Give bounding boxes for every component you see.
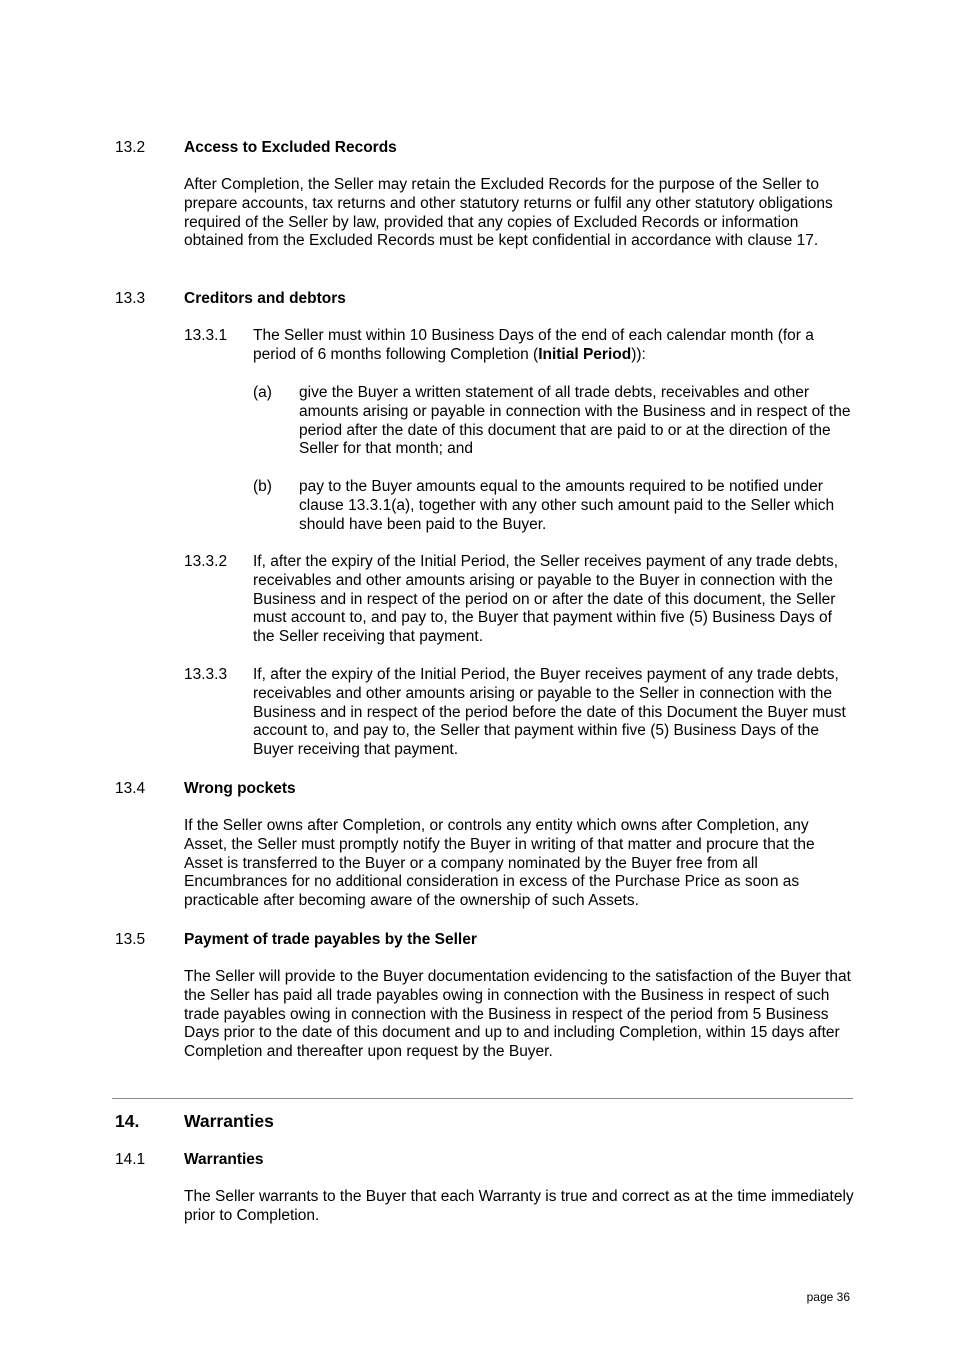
subclause-body: If, after the expiry of the Initial Period, the Seller receives payment of any trade debts, receivables and other amounts arising or payable to the Buyer in connection with the Business and in respect of the period on or after the date of this document, the Seller must account to, and pay to, the Buyer that payment within five (5) Business Days of the Seller receiving that payment. [253, 553, 839, 646]
item-body: give the Buyer a written statement of all trade debts, receivables and other amounts arising or payable in connection with the Business and in respect of the period after the date of this document that are paid to or at the direction of the Seller for that month; and [299, 384, 851, 458]
clause-title: Access to Excluded Records [184, 139, 397, 156]
subclause-text-before: The Seller must within 10 Business Days of the end of each calendar month (for a period of 6 months following Completion ( [253, 327, 814, 363]
item-label: (a) [253, 384, 272, 401]
subclause-body: If, after the expiry of the Initial Period, the Buyer receives payment of any trade debts, receivables and other amounts arising or payable to the Seller in connection with the Business and in respect of the period before the date of this Document the Buyer must account to, and pay to, the Seller that payment within five (5) Business Days of the Buyer receiving that payment. [253, 666, 846, 759]
clause-title: Creditors and debtors [184, 290, 346, 307]
subclause-number: 13.3.3 [184, 666, 228, 683]
subclause-body [253, 327, 853, 365]
section-title: Warranties [184, 1111, 274, 1131]
defined-term: Initial Period [538, 345, 632, 363]
section-divider [112, 1098, 853, 1099]
subclause-text-after: )): [631, 345, 646, 363]
clause-number: 14.1 [115, 1151, 146, 1168]
page-number: page 36 [806, 1290, 850, 1304]
subclause-number: 13.3.2 [184, 553, 228, 570]
clause-13-4-body: If the Seller owns after Completion, or controls any entity which owns after Completion, any Asset, the Seller must promptly notify the Buyer in writing of that matter and procure that the Asset is transferred to the Buyer or a company nominated by the Buyer free from all Encumbrances for no additional consideration in excess of the Purchase Price as soon as practicable after becoming aware of the ownership of such Assets. [184, 817, 815, 910]
clause-13-5-body: The Seller will provide to the Buyer documentation evidencing to the satisfaction of the Buyer that the Seller has paid all trade payables owing in connection with the Business in respect of such trade payables owing in connection with the Business in respect of the period from 5 Business Days prior to the date of this document and up to and including Completion, within 15 days after Completion and thereafter upon request by the Buyer. [184, 968, 851, 1061]
clause-number: 13.4 [115, 780, 146, 797]
section-number: 14. [115, 1111, 140, 1131]
clause-14-1-body: The Seller warrants to the Buyer that each Warranty is true and correct as at the time immediately prior to Completion. [184, 1188, 854, 1224]
clause-number: 13.2 [115, 139, 146, 156]
item-label: (b) [253, 478, 272, 495]
clause-title: Warranties [184, 1151, 264, 1168]
item-body: pay to the Buyer amounts equal to the amounts required to be notified under clause 13.3.1(a), together with any other such amount paid to the Seller which should have been paid to the Buyer. [299, 478, 835, 533]
subclause-number: 13.3.1 [184, 327, 228, 344]
clause-title: Wrong pockets [184, 780, 296, 797]
clause-title: Payment of trade payables by the Seller [184, 931, 477, 948]
clause-number: 13.5 [115, 931, 146, 948]
clause-number: 13.3 [115, 290, 146, 307]
clause-13-2-body: After Completion, the Seller may retain the Excluded Records for the purpose of the Seller to prepare accounts, tax returns and other statutory returns or fulfil any other statutory obligations required of the Seller by law, provided that any copies of Excluded Records or information obtained from the Excluded Records must be kept confidential in accordance with clause 17. [184, 176, 833, 250]
